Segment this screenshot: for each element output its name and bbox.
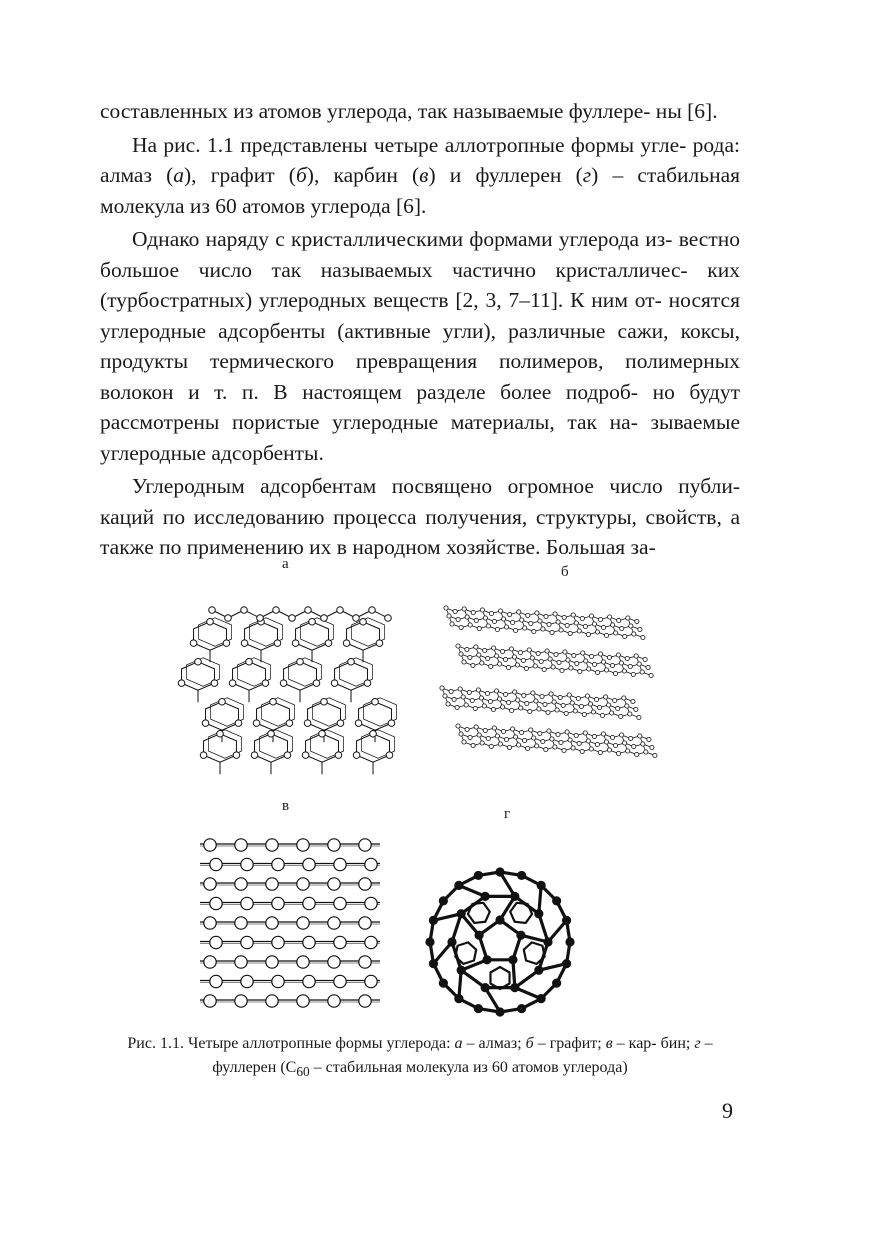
panel-label-a: а [282,556,289,572]
panel-label-v: в [282,798,290,814]
paragraph-3: Углеродным адсорбентам посвящено огромное число публи- каций по исследованию процесса получения, структуры, свойств, а также по применению их в народном хозяйстве. Большая за- [100,474,740,559]
paragraph-2: Однако наряду с кристаллическими формами углерода из- вестно большое число так называемых частично кристалличес- ких (турбостратных) углеродных веществ [2, 3, 7–11]. К ним от- носятся углеродные адсорбенты (активные угли), различные сажи, коксы, продукты термического превращения полимеров, полимерных волокон и т. п. В настоящем разделе более подроб- но будут рассмотрены пористые углеродные материалы, так на- зываемые углеродные адсорбенты. [100,227,740,465]
carbyne-chains-diagram [198,832,384,1008]
paragraph-1: На рис. 1.1 представлены четыре аллотропные формы угле- рода: алмаз (а), графит (б), карбин (в) и фуллерен (г) – стабильная молекула из 60 атомов углерода [6]. [100,132,741,218]
panel-label-g: г [504,806,511,822]
paragraph-0: составленных из атомов углерода, так называемые фуллере- ны [6]. [100,99,718,123]
graphite-layers-diagram [436,600,666,765]
figure-caption: Рис. 1.1. Четыре аллотропные формы углерода: а – алмаз; б – графит; в – кар- бин; г – фуллерен ($C_{60}$ – стабильная молекула из 60 атомов углерода) [127,1035,713,1080]
body-text [100,96,740,563]
fullerene-c60-diagram [422,868,582,1018]
page-number: 9 [722,1098,733,1123]
diamond-lattice-diagram [180,598,420,788]
panel-label-b: б [561,564,569,580]
